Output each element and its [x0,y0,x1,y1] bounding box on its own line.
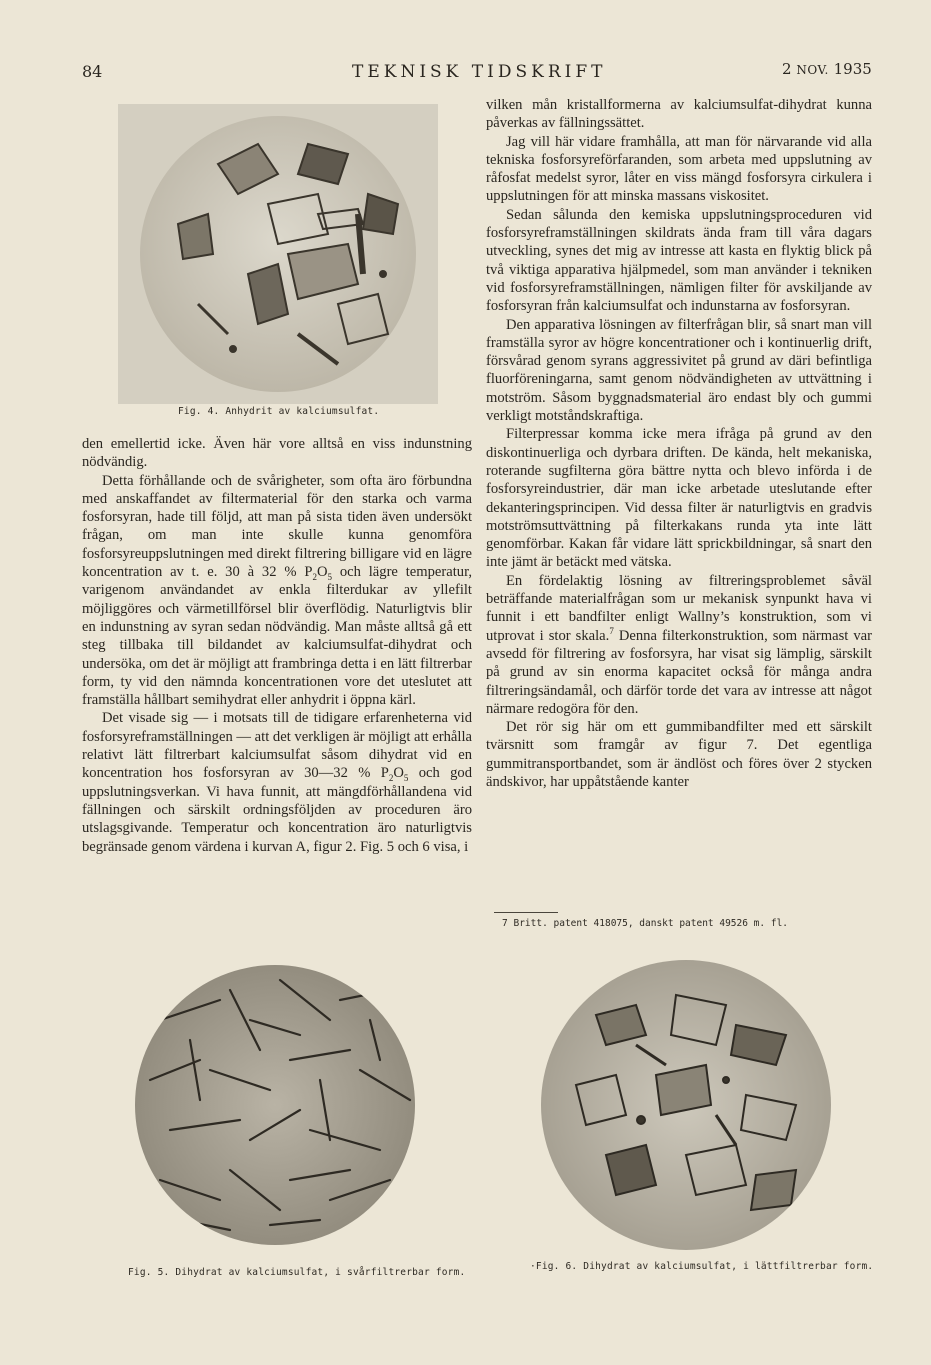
figure-6-image [536,955,836,1255]
left-paragraph-3: Det visade sig — i motsats till de tidigare erfarenheterna vid fosforsyreframställningen — att det verkligen är möjligt att erhålla relativt lätt filtrerbart kalciumsulfat såsom dihydrat vid en koncentration hos fosforsyran av 30—32 % $P_2O_5$ och god uppslutningsverkan. Vi hava funnit, att mängdförhållandena vid fällningen och särskilt ordningsföljden av proceduren äro utslagsgivande. Temperatur och koncentration äro naturligtvis begränsade genom värdena i kurvan A, figur 2. Fig. 5 och 6 visa, i [82,710,472,855]
right-paragraph-5: Filterpressar komma icke mera ifråga på grund av den diskontinuerliga och dyrbara driften. De kända, helt mekaniska, roterande sugfilterna göra bättre nytta och blevo införda i de fosforsyreindustrier, där man icke arbetade uteslutande efter dekanteringsprincipen. Vid dessa filter är naturligtvis en gradvis motströmsuttvättning på filterkakans runda yta inte lätt genomförbar. Kakan får vidare lätt sprickbildningar, så snart den inte jämt är betäckt med vätska. [486,426,872,571]
date-year: 1935 [833,60,872,78]
figure-5-caption: Fig. 5. Dihydrat av kalciumsulfat, i svårfiltrerbar form. [128,1267,466,1278]
footnote-text: Britt. patent 418075, danskt patent 49526 m. fl. [513,918,789,929]
figure-4-caption: Fig. 4. Anhydrit av kalciumsulfat. [178,406,380,417]
issue-date [782,60,872,78]
right-paragraph-4: Den apparativa lösningen av filterfrågan blir, så snart man vill framställa syror av högre koncentrationer och i kontinuerlig drift, försvårad genom syrans aggressivitet på grund av däri befintliga fluorföreningarna, samt genom nödvändigheten av uttvättning i motström. Såsom byggnadsmaterial äro endast bly och gummi verkligt motståndskraftiga. [486,316,872,425]
right-paragraph-6: En fördelaktig lösning av filtreringsproblemet såväl beträffande materialfrågan som ur mekanisk synpunkt hava vi funnit i ett bandfilter enligt Wallny’s konstruktion, som vi utprovat i stor skala.$^7$ Denna filterkonstruktion, som närmast var avsedd för filtrering av fosforsyra, har visat sig lämplig, särskilt på grund av sin enorma kapacitet också för många andra filtreringsändamål, och därför torde det vara av intresse att något närmare redogöra för den. [486,572,872,717]
figure-5-micrograph [130,960,420,1250]
right-paragraph-2: Jag vill här vidare framhålla, att man för närvarande vid alla tekniska fosforsyreförfaranden, som arbeta med uppslutning av råfosfat medelst syror, låter en viss mängd fosforsyra cirkulera i uppslutningen för att minska massans viskositet. [486,133,872,205]
left-paragraph-2: Detta förhållande och de svårigheter, som ofta äro förbundna med anskaffandet av filtermaterial för den starka och varma fosforsyran, hade till följd, att man på sista tiden även undersökt frågan, om man inte skulle kunna genomföra fosforsyreuppslutningen med direkt filtrering billigare vid en lägre koncentration av t. e. 30 à 32 % $P_2O_5$ och lägre temperatur, varigenom användandet av enkla filterdukar av yllefilt möjliggöres och värmetillförsel blir överflödig. Naturligtvis blir en indunstning av syran sedan nödvändig. Man måste alltså gå ett steg tillbaka till bildandet av kalciumsulfat-dihydrat och undersöka, om det är möjligt att frambringa detta i en lätt filtrerbar form, ty vid den nämnda koncentrationen vore det uteslutet att framställa hållbart semihydrat eller anhydrit i öppna kärl. [82,472,473,709]
left-paragraph-1: den emellertid icke. Även här vore alltså en viss indunstning nödvändig. [82,436,472,471]
journal-title: TEKNISK TIDSKRIFT [352,62,607,82]
figure-4-micrograph [118,104,438,404]
footnote-number: 7 [502,918,508,929]
page-number: 84 [82,62,103,81]
footnote [502,918,788,929]
left-column [82,435,472,856]
page-header [0,60,931,88]
right-column [486,96,872,791]
right-paragraph-1: vilken mån kristallformerna av kalciumsulfat-dihydrat kunna påverkas av fällningssättet. [486,97,872,132]
footnote-marker: 7 [609,625,614,636]
figure-5-image [130,960,420,1250]
footnote-rule [494,912,558,913]
figure-6-caption: ·Fig. 6. Dihydrat av kalciumsulfat, i lättfiltrerbar form. [530,1261,874,1272]
date-day: 2 [782,60,792,78]
right-paragraph-7: Det rör sig här om ett gummibandfilter med ett särskilt tvärsnitt som framgår av figur 7. Det egentliga gummitransportbandet, som är ändlöst och föres över 2 stycken ändskivor, har uppåtstående kanter [486,719,872,790]
figure-6-micrograph [536,955,836,1255]
right-paragraph-3: Sedan sålunda den kemiska uppslutningsproceduren vid fosforsyreframställningen skildrats ända fram till våra dagars utveckling, synes det mig av intresse att kasta en flyktig blick på två viktiga apparativa hjälpmedel, som man använder i tekniken vid fosforsyreframställningen, nämligen filter för avskiljande av fosforsyran från kalciumsulfat och indunstarna av fosforsyran. [486,206,872,315]
date-month: NOV. [796,63,829,77]
figure-4-image [118,104,438,404]
